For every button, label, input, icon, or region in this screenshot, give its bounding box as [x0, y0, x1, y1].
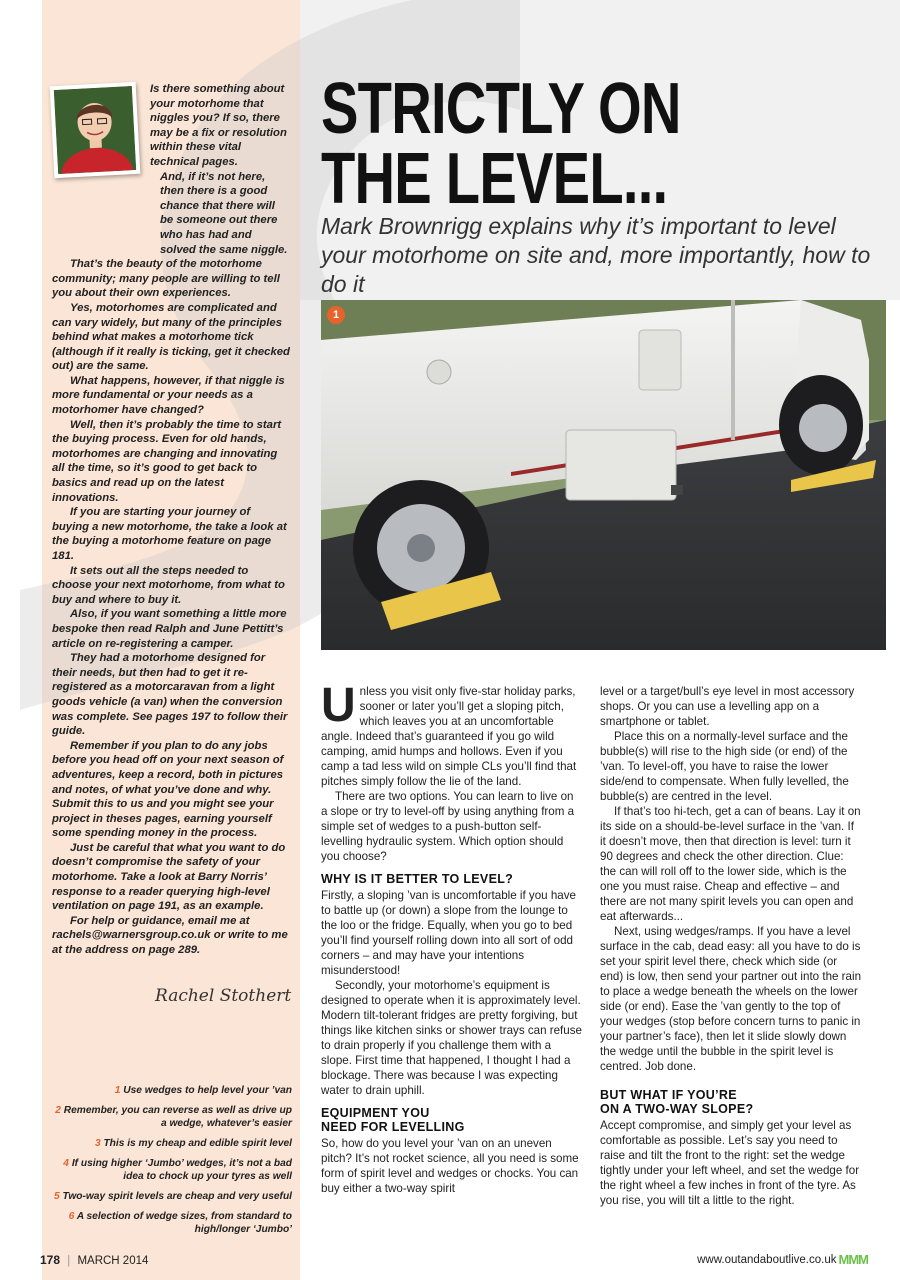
- heading-line: NEED FOR LEVELLING: [321, 1120, 465, 1134]
- editor-signature: Rachel Stothert: [155, 986, 292, 1006]
- caption-text: A selection of wedge sizes, from standard to high/longer ‘Jumbo’: [76, 1211, 292, 1235]
- caption-number: 6: [68, 1211, 75, 1222]
- caption-item: [52, 1190, 292, 1203]
- footer-separator: |: [67, 1255, 71, 1267]
- editor-paragraph: Is there something about your motorhome that niggles you? If so, there may be a fix or resolution within these vital technical pages.: [150, 83, 287, 168]
- article-column-1: [321, 679, 583, 1196]
- caption-text: Use wedges to help level your ’van: [123, 1085, 292, 1096]
- mmm-logo: MMM: [838, 1252, 868, 1267]
- main-photo: [321, 300, 886, 650]
- paragraph-text: nless you visit only five-star holiday parks, sooner or later you’ll get a sloping pitch, which leaves you at an uncomfortable angle. Indeed that’s guaranteed if you go wild camping, amid humps and hollows. Even if you camp a tad less wild on simple CLs you’ll find that pitches simply follow the lie of the land.: [321, 685, 577, 788]
- caption-item: [52, 1157, 292, 1183]
- caption-text: Two-way spirit levels are cheap and very useful: [62, 1191, 292, 1202]
- section-heading: WHY IS IT BETTER TO LEVEL?: [321, 872, 514, 886]
- issue-date: MARCH 2014: [77, 1255, 149, 1267]
- page-footer-left: [40, 1253, 148, 1267]
- article-standfirst: Mark Brownrigg explains why it’s important to level your motorhome on site and, more importantly, how to do it: [321, 213, 871, 297]
- editor-paragraph: For help or guidance, email me at rachels@warnersgroup.co.uk or write to me at the address on page 289.: [52, 914, 288, 957]
- section-heading: [321, 1106, 583, 1134]
- photo-number-badge: 1: [327, 306, 345, 324]
- photo-captions: [52, 1084, 292, 1243]
- title-line: THE LEVEL...: [321, 139, 668, 219]
- article-paragraph: There are two options. You can learn to live on a slope or try to level-off by using anything from a simple set of wedges to a push-button self-levelling hydraulic system. Which option should you choose?: [321, 790, 575, 863]
- caption-text: Remember, you can reverse as well as drive up a wedge, whatever’s easier: [63, 1105, 292, 1129]
- caption-number: 1: [114, 1085, 121, 1096]
- article-paragraph: Firstly, a sloping ’van is uncomfortable if you have to battle up (or down) a slope from the lounge to the loo or the fridge. Equally, when you go to bed you’ll find yourself rolling down into all sort of odd corners – and may have your intentions misunderstood!: [321, 889, 576, 977]
- caption-number: 5: [53, 1191, 60, 1202]
- article-paragraph: Accept compromise, and simply get your level as comfortable as possible. Let’s say you need to raise and tilt the front to the right: set the wedge tightly under your left wheel, and set the wedge for the right wheel a few inches in front of the tyre. As you rise, you will tilt a little to the right.: [600, 1119, 860, 1207]
- editor-paragraph: Also, if you want something a little more bespoke then read Ralph and June Pettitt’s article on re-registering a camper.: [52, 608, 287, 650]
- caption-text: If using higher ‘Jumbo’ wedges, it’s not a bad idea to chock up your tyres as well: [71, 1158, 292, 1182]
- article-paragraph: level or a target/bull’s eye level in most accessory shops. Or you can use a levelling app on a smartphone or tablet.: [600, 685, 855, 728]
- editor-paragraph: If you are starting your journey of buying a new motorhome, the take a look at the buying a motorhome feature on page 181.: [52, 506, 287, 562]
- article-paragraph: Secondly, your motorhome’s equipment is designed to operate when it is approximately level. Modern tilt-tolerant fridges are pretty forgiving, but things like kitchen sinks or shower trays can refuse to drain properly if you challenge them with a slope. First time that happened, I thought I had a blockage. There was because I was expecting water to drain uphill.: [321, 979, 582, 1097]
- portrait-image: [54, 86, 136, 174]
- heading-line: EQUIPMENT YOU: [321, 1106, 430, 1120]
- caption-text: This is my cheap and edible spirit level: [103, 1138, 292, 1149]
- caption-item: [52, 1084, 292, 1097]
- editor-paragraph: Just be careful that what you want to do doesn’t compromise the safety of your motorhome. Take a look at Barry Norris’ response to a reader querying high-level ventilation on page 191, as an example.: [52, 841, 286, 913]
- caption-number: 2: [55, 1105, 61, 1116]
- article-paragraph: If that’s too hi-tech, get a can of beans. Lay it on its side on a should-be-level surface in the ’van. If it doesn’t move, then that direction is level: turn it 90 degrees and check the other direction. Clue: the can will roll off to the lower side, which is the one you must raise. Cheap and effective – and there are not many spirit levels you can open and eat afterwards...: [600, 805, 861, 923]
- motorhome-photo-image: [321, 300, 886, 650]
- editor-paragraph: That’s the beauty of the motorhome community; many people are willing to tell you about their own experiences.: [52, 258, 280, 300]
- caption-item: [52, 1104, 292, 1130]
- article-paragraph: Next, using wedges/ramps. If you have a level surface in the cab, dead easy: all you have to do is set your spirit level there, check which side (or end) is low, then send your partner out into the rain to place a wedge beneath the wheels on the lower side (or end). Ease the ’van gently to the top of your wedges (stop before concern turns to panic in your partner’s face), then let it slide slowly down the wedge until the bubble in the spirit level is centred. Job done.: [600, 925, 862, 1073]
- website-link[interactable]: www.outandaboutlive.co.uk: [697, 1253, 837, 1266]
- editor-paragraph: Yes, motorhomes are complicated and can vary widely, but many of the principles behind what makes a motorhome tick (although if it really is ticking, get it checked out) are the same.: [52, 301, 290, 373]
- editor-paragraph: And, if it’s not here, then there is a good chance that there will be someone out there who has had and solved the same niggle.: [160, 170, 288, 256]
- article-paragraph: [321, 679, 583, 789]
- drop-cap: U: [321, 679, 356, 732]
- editor-photo: [50, 82, 141, 178]
- editor-paragraph: It sets out all the steps needed to choose your next motorhome, from what to buy and where to buy it.: [52, 564, 285, 606]
- editor-paragraph: What happens, however, if that niggle is more fundamental or your needs as a motorhomer have changed?: [52, 374, 285, 417]
- editor-column: [52, 82, 290, 958]
- article-paragraph: So, how do you level your ’van on an uneven pitch? It’s not rocket science, all you need is some form of spirit level and wedges or chocks. You can buy either a two-way spirit: [321, 1137, 579, 1195]
- caption-item: [52, 1137, 292, 1150]
- editor-paragraph: Remember if you plan to do any jobs before you head off on your next season of adventures, keep a record, both in pictures and notes, of what you’ve done and why. Submit this to us and you might see your project in theses pages, earning yourself some spending money in the process.: [52, 739, 284, 840]
- title-line: STRICTLY ON: [321, 69, 681, 149]
- editor-paragraph: They had a motorhome designed for their needs, but then had to get it re-registered as a motorcaravan from a light goods vehicle (a van) when the conversion was complete. See pages 197 to follow their guide.: [52, 652, 288, 738]
- section-heading: [600, 1088, 862, 1116]
- caption-number: 3: [94, 1138, 101, 1149]
- article-title: [321, 69, 766, 219]
- caption-item: [52, 1210, 292, 1236]
- caption-number: 4: [63, 1158, 69, 1169]
- heading-line: ON A TWO-WAY SLOPE?: [600, 1102, 754, 1116]
- heading-line: BUT WHAT IF YOU’RE: [600, 1088, 737, 1102]
- page-footer-right: [697, 1252, 868, 1267]
- editor-paragraph: Well, then it’s probably the time to start the buying process. Even for old hands, motorhomes are changing and innovating all the time, so it’s good to get back to basics and read up on the latest innovations.: [52, 418, 282, 504]
- article-column-2: [600, 684, 862, 1208]
- article-paragraph: Place this on a normally-level surface and the bubble(s) will rise to the high side (or end) of the ’van. To level-off, you have to raise the lower side/end to compensate. When fully levelled, the bubble(s) are centred in the level.: [600, 730, 849, 803]
- page-number: 178: [40, 1253, 61, 1267]
